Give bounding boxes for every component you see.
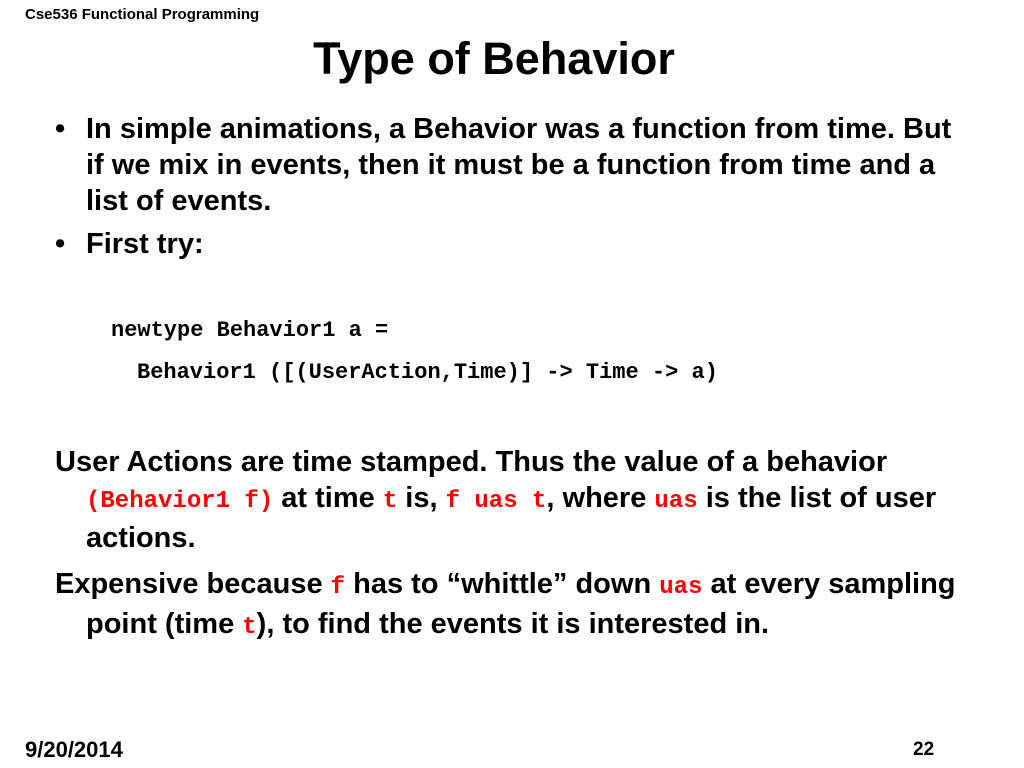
- bullet-text: First try:: [86, 228, 204, 260]
- bullet-icon: •: [55, 228, 66, 260]
- bullet-item: [55, 111, 975, 219]
- code-inline: t: [382, 488, 398, 515]
- para-text: is the list of user actions.: [86, 482, 937, 554]
- para-text: has to “whittle” down: [345, 568, 660, 600]
- page-number: 22: [913, 739, 935, 760]
- code-line-2: Behavior1 ([(UserAction,Time)] -> Time -> a): [137, 360, 718, 385]
- para-text: ), to find the events it is interested in.: [256, 608, 770, 640]
- bullet-list: [55, 111, 975, 269]
- bullet-item: [55, 226, 975, 262]
- para-text: is,: [397, 482, 446, 514]
- code-line-1: newtype Behavior1 a =: [111, 318, 389, 343]
- para-text: Expensive because: [55, 568, 331, 600]
- course-header: Cse536 Functional Programming: [25, 6, 260, 23]
- code-inline: t: [242, 614, 257, 641]
- code-inline: (Behavior1 f): [86, 488, 274, 515]
- para-text: at time: [273, 482, 383, 514]
- code-inline: f: [330, 574, 346, 601]
- footer-date: 9/20/2014: [25, 737, 123, 762]
- code-inline: uas: [659, 574, 703, 601]
- para-text: User Actions are time stamped. Thus the value of a behavior: [55, 446, 888, 478]
- code-inline: uas: [654, 488, 698, 515]
- slide-title: Type of Behavior: [313, 33, 675, 84]
- bullet-text: In simple animations, a Behavior was a function from time. But if we mix in events, then it must be a function from time and a list of events.: [86, 113, 952, 217]
- para-text: at every sampling point (time: [86, 568, 956, 640]
- paragraph-expensive: [55, 566, 1006, 646]
- bullet-icon: •: [55, 113, 66, 145]
- code-inline: f uas t: [445, 488, 547, 515]
- paragraph-user-actions: [55, 444, 1006, 556]
- para-text: , where: [546, 482, 655, 514]
